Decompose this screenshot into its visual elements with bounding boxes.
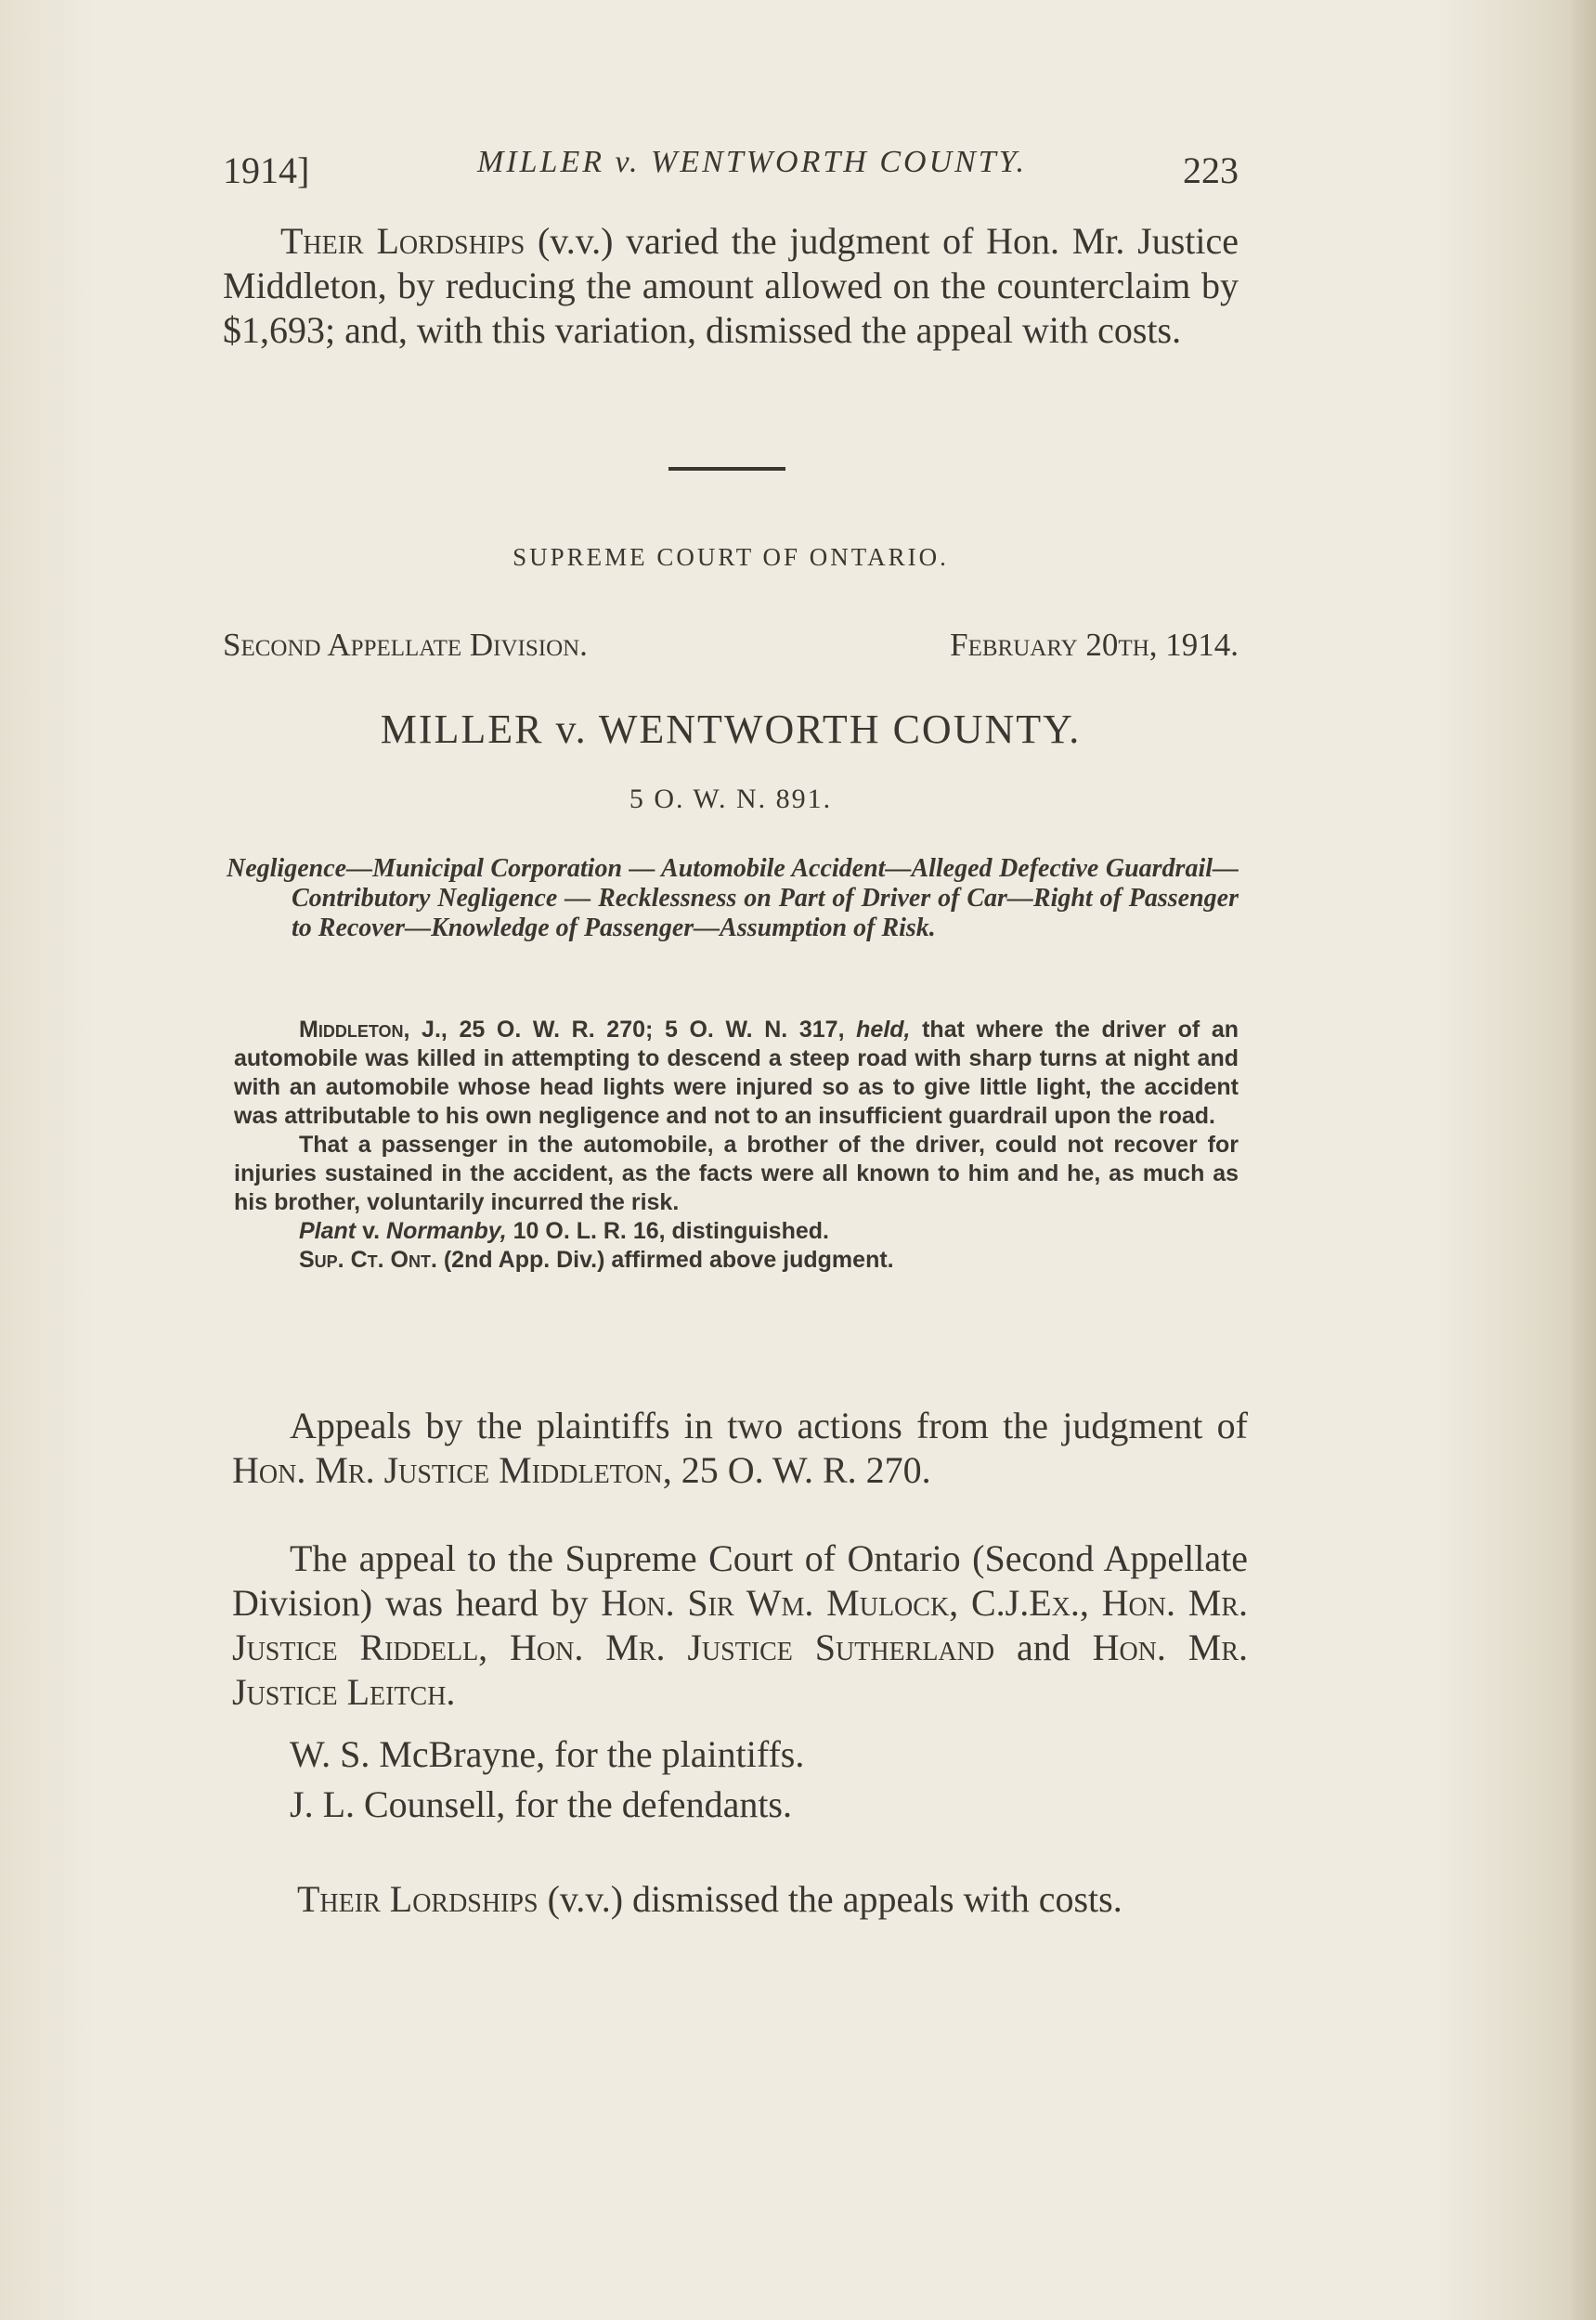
header-running-title: MILLER v. WENTWORTH COUNTY. <box>476 145 1027 179</box>
paragraph-text: The appeal to the Supreme Court of Ontario (Second Appellate Division) was heard by <box>232 1537 1248 1624</box>
lordships-lead: Their Lordships <box>280 220 526 262</box>
judge-name: Middleton <box>299 1017 404 1043</box>
headnote-text: That a passenger in the automobile, a brother of the driver, could not recover for injuries sustained in the accident, as the facts were all known to him and he, as much as his brother, voluntarily incurred the risk. <box>234 1132 1239 1215</box>
paragraph-dismissed <box>232 1877 1248 1922</box>
header-year: 1914] <box>223 149 310 191</box>
headnote <box>234 1016 1239 1275</box>
headnote-text: 10 O. L. R. 16, distinguished. <box>506 1218 829 1244</box>
headnote-text: that where the driver of an automobile was killed in attempting to descend a steep road with sharp turns at night and with an automobile whose head lights were injured so as to give little light, the accident was attributable to his own negligence and not to an insufficient guardrail upon the road. <box>234 1017 1239 1129</box>
judges-list: Hon. Sir Wm. Mulock, C.J.Ex., Hon. Mr. Justice Riddell, Hon. Mr. Justice Sutherland <box>232 1582 1248 1668</box>
court-name: SUPREME COURT OF ONTARIO. <box>513 543 949 571</box>
headnote-paragraph <box>234 1131 1239 1217</box>
counsel-plaintiffs: W. S. McBrayne, for the plaintiffs. <box>290 1733 805 1775</box>
judge-name: Hon. Mr. Justice Leitch. <box>232 1627 1248 1713</box>
judge-name: Hon. Mr. Justice Middleton, <box>232 1449 672 1491</box>
counsel-defendants: J. L. Counsell, for the defendants. <box>290 1783 792 1825</box>
lordships-lead: Their Lordships <box>297 1878 538 1920</box>
headnote-paragraph <box>234 1217 1239 1246</box>
paragraph-text: (v.v.) varied the judgment of Hon. Mr. Justice Middleton, by reducing the amount allowed on the counterclaim by $1,693; and, with this variation, dismissed the appeal with costs. <box>223 220 1239 351</box>
paragraph-text: (v.v.) dismissed the appeals with costs. <box>538 1878 1122 1920</box>
paragraph-text: Appeals by the plaintiffs in two actions from the judgment of <box>290 1405 1248 1446</box>
case-name: Plant <box>299 1218 357 1244</box>
headnote-paragraph <box>234 1246 1239 1275</box>
paragraph-text: 25 O. W. R. 270. <box>671 1449 931 1491</box>
paragraph-judgment-varied <box>223 219 1239 353</box>
case-title: MILLER v. WENTWORTH COUNTY. <box>380 706 1082 752</box>
paragraph-appeals <box>232 1404 1248 1493</box>
paragraph-bench <box>232 1536 1248 1715</box>
running-header <box>223 139 1239 195</box>
page-edge <box>1572 0 1596 2320</box>
case-citation: 5 O. W. N. 891. <box>629 784 833 814</box>
catchwords: Negligence—Municipal Corporation — Automobile Accident—Alleged Defective Guardrail—Contributory Negligence — Recklessness on Part of Driver of Car—Right of Passenger to Recover—Knowledge of Passenger—Assumption of Risk. <box>227 854 1239 942</box>
case-name: Normanby, <box>386 1218 507 1244</box>
headnote-citation: , J., 25 O. W. R. 270; 5 O. W. N. 317, <box>403 1017 857 1043</box>
court-abbrev: Sup. Ct. Ont. <box>299 1247 437 1273</box>
headnote-paragraph <box>234 1016 1239 1131</box>
section-divider <box>668 467 785 471</box>
counsel-list <box>232 1730 1248 1830</box>
held-label: held, <box>856 1017 911 1043</box>
division-name: Second Appellate Division. <box>223 627 588 663</box>
conjunction: and <box>994 1627 1093 1668</box>
decision-date: February 20th, 1914. <box>950 627 1239 663</box>
versus: v. <box>356 1218 387 1244</box>
page-number: 223 <box>1183 149 1239 191</box>
headnote-text: (2nd App. Div.) affirmed above judgment. <box>436 1247 894 1273</box>
division-line <box>223 627 1239 673</box>
